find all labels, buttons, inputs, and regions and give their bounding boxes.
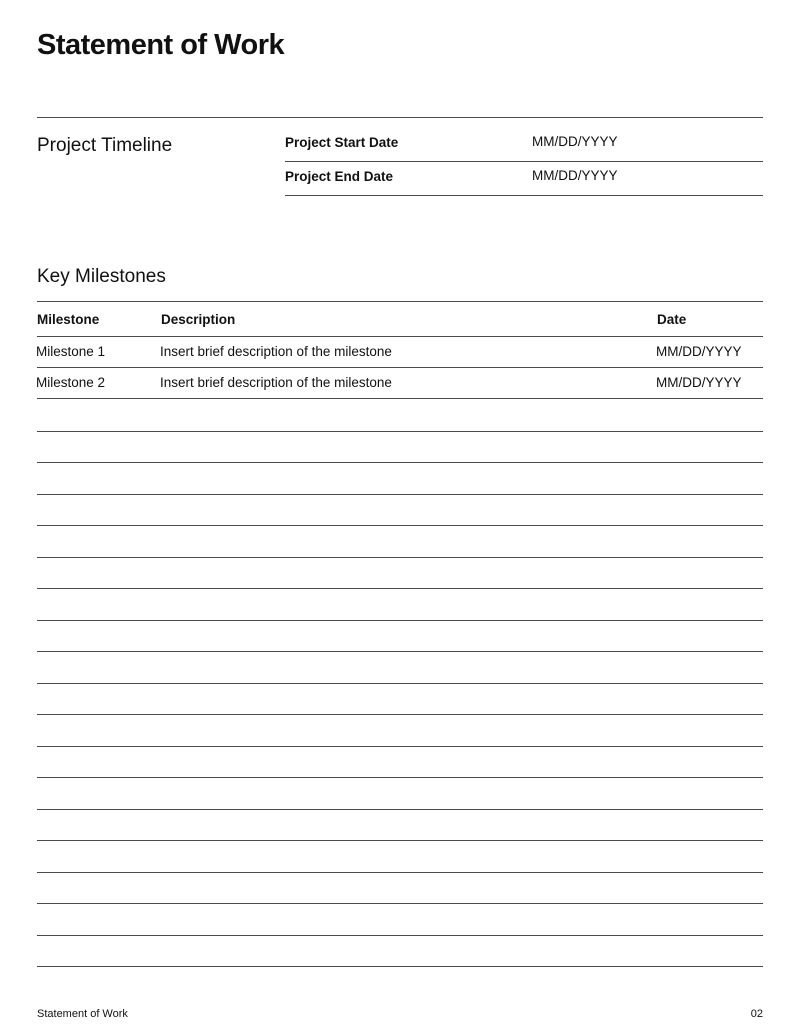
blank-table-row[interactable] xyxy=(37,683,763,684)
blank-table-row[interactable] xyxy=(37,746,763,747)
blank-table-row[interactable] xyxy=(37,494,763,495)
key-milestones-heading: Key Milestones xyxy=(37,266,166,287)
milestone-date[interactable]: MM/DD/YYYY xyxy=(656,344,742,359)
milestones-table-top-border xyxy=(37,301,763,302)
milestone-date[interactable]: MM/DD/YYYY xyxy=(656,375,742,390)
page-number: 02 xyxy=(750,1008,763,1020)
section-divider xyxy=(37,117,763,118)
blank-table-row[interactable] xyxy=(37,903,763,904)
blank-table-row[interactable] xyxy=(37,809,763,810)
milestone-name[interactable]: Milestone 2 xyxy=(36,375,106,390)
project-timeline-heading: Project Timeline xyxy=(37,135,173,156)
project-start-date-value[interactable]: MM/DD/YYYY xyxy=(532,134,618,149)
milestone-description[interactable]: Insert brief description of the milestone xyxy=(160,375,392,390)
blank-table-row[interactable] xyxy=(37,872,763,873)
blank-table-row[interactable] xyxy=(37,431,763,432)
project-start-date-label: Project Start Date xyxy=(285,135,399,150)
footer-document-title: Statement of Work xyxy=(37,1008,128,1020)
blank-table-row[interactable] xyxy=(37,651,763,652)
blank-table-row[interactable] xyxy=(37,777,763,778)
column-header-date: Date xyxy=(657,312,687,327)
blank-table-row[interactable] xyxy=(37,840,763,841)
blank-table-row[interactable] xyxy=(37,462,763,463)
blank-table-row[interactable] xyxy=(37,935,763,936)
page-title: Statement of Work xyxy=(37,29,285,61)
column-header-milestone: Milestone xyxy=(37,312,100,327)
blank-table-row[interactable] xyxy=(37,588,763,589)
milestone-description[interactable]: Insert brief description of the milestone xyxy=(160,344,392,359)
project-end-date-value[interactable]: MM/DD/YYYY xyxy=(532,168,618,183)
blank-table-row[interactable] xyxy=(37,525,763,526)
project-end-date-row xyxy=(285,162,763,196)
milestone-name[interactable]: Milestone 1 xyxy=(36,344,106,359)
blank-table-row[interactable] xyxy=(37,966,763,967)
blank-table-row[interactable] xyxy=(37,620,763,621)
blank-table-row[interactable] xyxy=(37,714,763,715)
project-end-date-label: Project End Date xyxy=(285,169,394,184)
blank-table-row[interactable] xyxy=(37,557,763,558)
column-header-description: Description xyxy=(161,312,236,327)
project-start-date-row xyxy=(285,128,763,162)
